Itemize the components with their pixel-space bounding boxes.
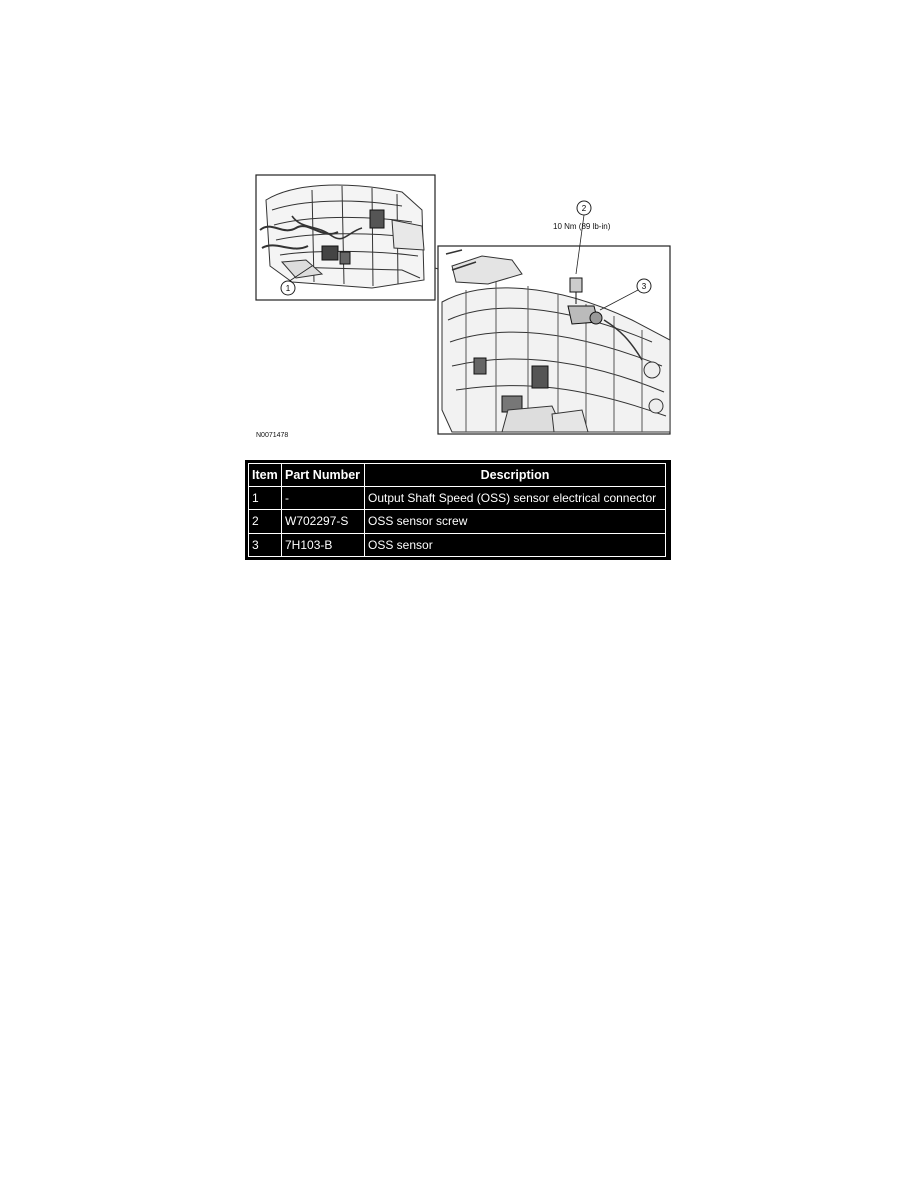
row-item: 2 <box>249 510 282 533</box>
header-part-number: Part Number <box>282 464 365 487</box>
callout-1-number: 1 <box>285 284 291 293</box>
table-row <box>249 533 666 556</box>
inset-detail-view <box>256 175 435 300</box>
table-row <box>249 510 666 533</box>
row-description: OSS sensor screw <box>365 510 666 533</box>
table-row <box>249 487 666 510</box>
table-header-row <box>249 464 666 487</box>
figure-id: N0071478 <box>256 432 289 439</box>
callout-2-torque-spec: 10 Nm (89 lb-in) <box>553 222 611 231</box>
row-description: OSS sensor <box>365 533 666 556</box>
callout-2-number: 2 <box>581 204 587 213</box>
row-part-number: W702297-S <box>282 510 365 533</box>
callout-3-number: 3 <box>641 282 647 291</box>
row-part-number: - <box>282 487 365 510</box>
row-item: 3 <box>249 533 282 556</box>
header-description: Description <box>365 464 666 487</box>
parts-table <box>245 460 671 560</box>
row-description: Output Shaft Speed (OSS) sensor electrical connector <box>365 487 666 510</box>
row-part-number: 7H103-B <box>282 533 365 556</box>
header-item: Item <box>249 464 282 487</box>
row-item: 1 <box>249 487 282 510</box>
transmission-illustration <box>252 170 672 448</box>
main-transmission-view <box>438 246 670 434</box>
